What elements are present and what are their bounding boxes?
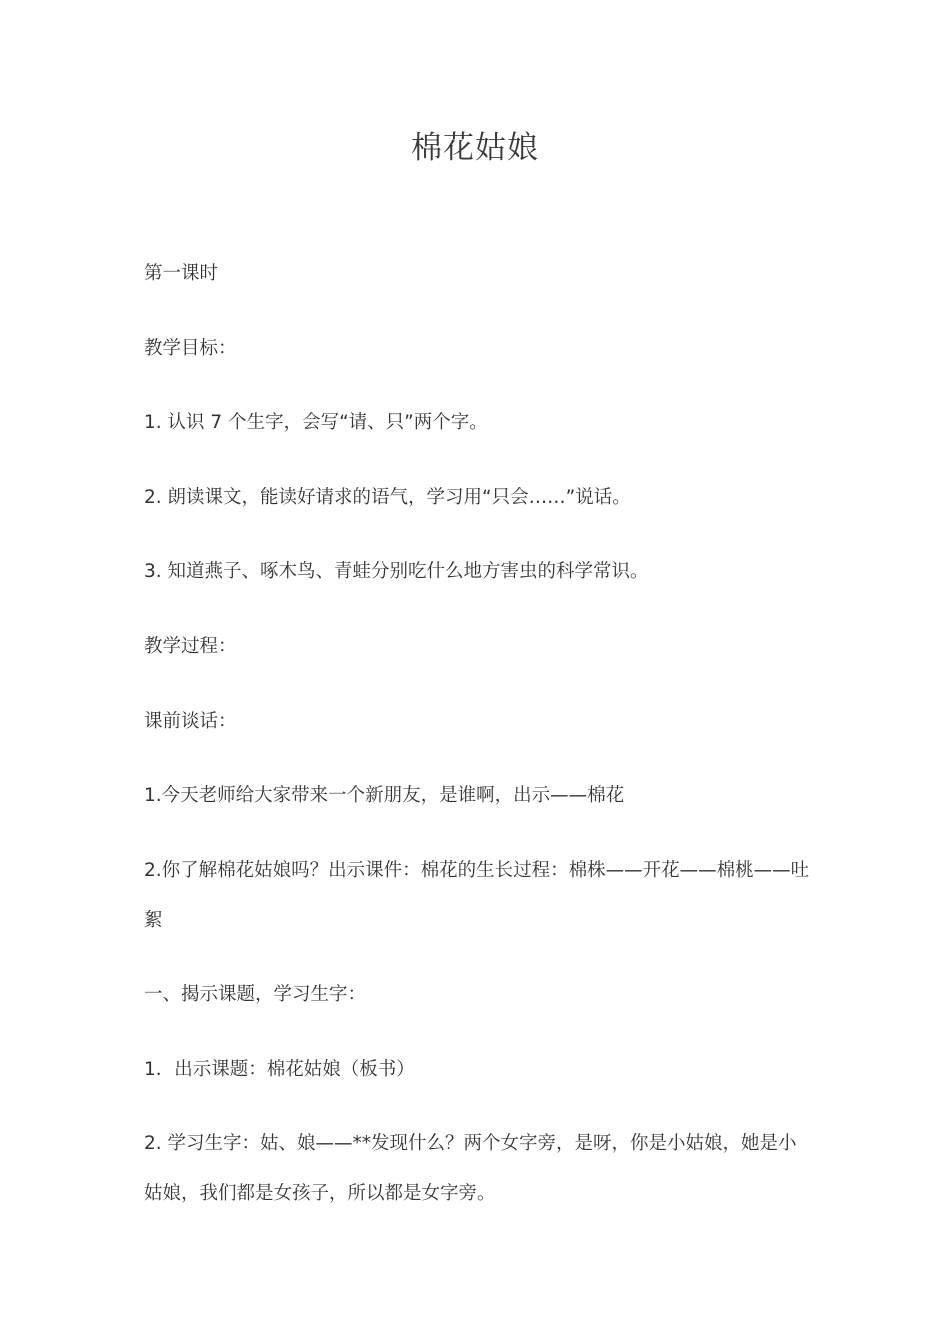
document-title: 棉花姑娘 — [411, 130, 539, 166]
paragraph-section-1-item-2: 2. 学习生字：姑、娘——**发现什么？两个女字旁，是呀，你是小姑娘，她是小姑娘，我们都是女孩子，所以都是女字旁。 — [144, 1133, 797, 1204]
paragraph-teaching-goals-heading: 教学目标： — [144, 338, 237, 359]
paragraph-goal-2: 2. 朗读课文，能读好请求的语气，学习用“只会……”说话。 — [144, 487, 631, 508]
paragraph-talk-2: 2.你了解棉花姑娘吗？出示课件：棉花的生长过程：棉株——开花——棉桃——吐絮 — [144, 860, 810, 931]
paragraph-pre-class-talk-heading: 课前谈话： — [144, 711, 237, 732]
paragraph-teaching-process-heading: 教学过程： — [144, 636, 237, 657]
paragraph-goal-3: 3. 知道燕子、啄木鸟、青蛙分别吃什么地方害虫的科学常识。 — [144, 561, 649, 582]
paragraph-section-1-heading: 一、揭示课题，学习生字： — [144, 984, 367, 1005]
paragraph-talk-1: 1.今天老师给大家带来一个新朋友，是谁啊，出示——棉花 — [144, 785, 625, 806]
paragraph-goal-1: 1. 认识 7 个生字，会写“请、只”两个字。 — [144, 412, 488, 433]
paragraph-section-1-item-1: 1．出示课题：棉花姑娘（板书） — [144, 1059, 415, 1080]
paragraph-lesson-period: 第一课时 — [144, 263, 219, 284]
